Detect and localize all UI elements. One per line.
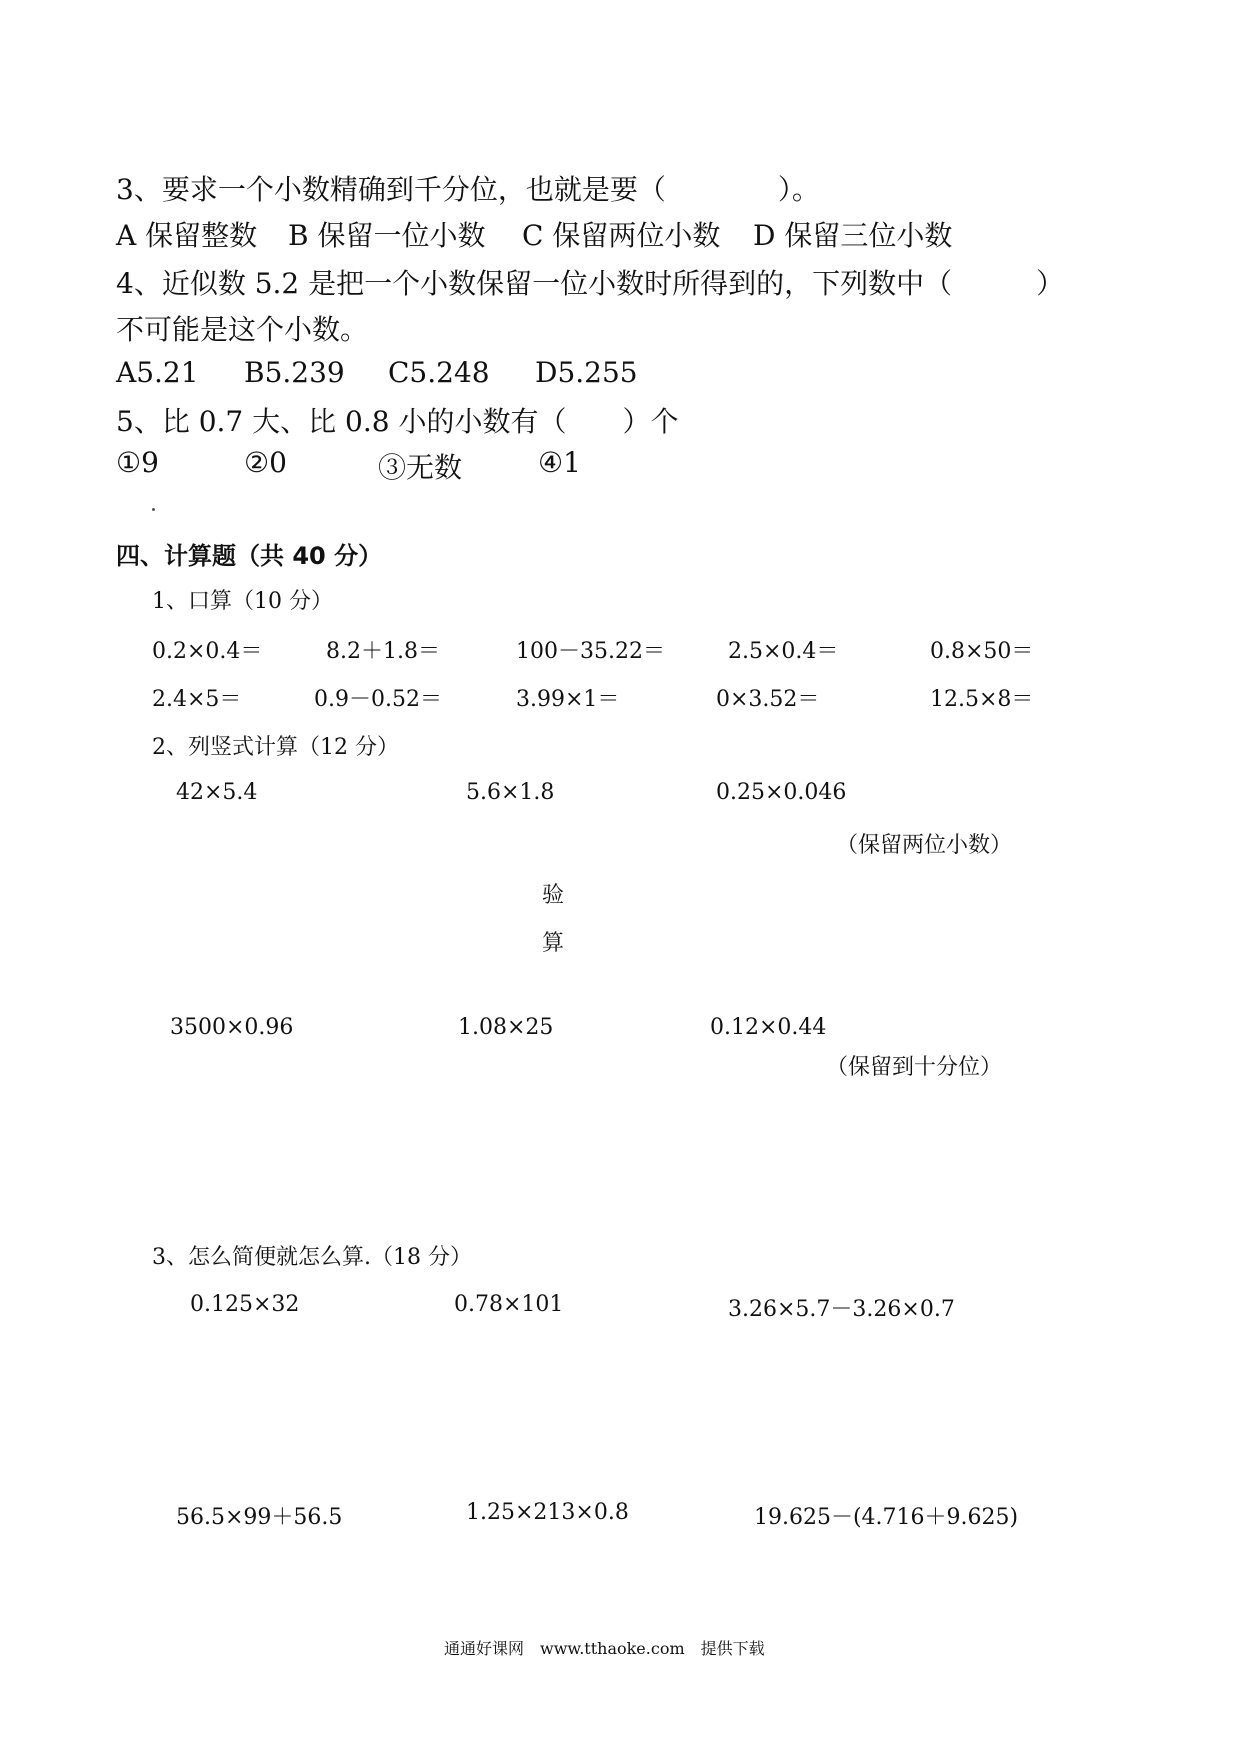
part-3-title: 3、怎么简便就怎么算.（18 分）: [152, 1245, 472, 1270]
question-5: 5、比 0.7 大、比 0.8 小的小数有（ ）个: [116, 405, 679, 438]
question-5-option-4: ④1: [538, 446, 581, 479]
question-3-option-d: D 保留三位小数: [753, 219, 953, 252]
simplify-calc-3: 3.26×5.7－3.26×0.7: [728, 1297, 955, 1322]
question-3-option-a: A 保留整数: [116, 219, 258, 252]
section-title: 四、计算题（共 40 分）: [116, 542, 383, 570]
question-3-option-c: C 保留两位小数: [522, 219, 721, 252]
vertical-calc-5: 1.08×25: [458, 1015, 554, 1040]
vertical-calc-1: 42×5.4: [176, 780, 258, 805]
question-5-option-3: ③无数: [378, 451, 463, 484]
check-label-top: 验: [542, 883, 565, 908]
oral-calc-1-4: 2.5×0.4＝: [728, 639, 839, 664]
oral-calc-2-5: 12.5×8＝: [930, 687, 1034, 712]
vertical-calc-3: 0.25×0.046: [716, 780, 847, 805]
oral-calc-2-3: 3.99×1＝: [516, 687, 620, 712]
rounding-note-1: （保留两位小数）: [836, 833, 1013, 858]
question-5-option-2: ②0: [244, 446, 287, 479]
check-label-bottom: 算: [542, 931, 565, 956]
oral-calc-1-1: 0.2×0.4＝: [152, 639, 263, 664]
simplify-calc-5: 1.25×213×0.8: [466, 1500, 629, 1525]
question-4-line-2: 不可能是这个小数。: [116, 313, 369, 346]
question-4-option-c: C5.248: [388, 356, 490, 389]
footer-watermark: 通通好课网 www.tthaoke.com 提供下载: [444, 1639, 765, 1658]
question-4-option-b: B5.239: [244, 356, 345, 389]
question-5-option-1: ①9: [116, 446, 159, 479]
simplify-calc-6: 19.625－(4.716＋9.625): [754, 1505, 1019, 1530]
oral-calc-2-4: 0×3.52＝: [716, 687, 820, 712]
question-3: 3、要求一个小数精确到千分位，也就是要（ ）。: [116, 173, 820, 206]
oral-calc-1-2: 8.2＋1.8＝: [326, 639, 440, 664]
question-3-option-b: B 保留一位小数: [288, 219, 486, 252]
oral-calc-1-5: 0.8×50＝: [930, 639, 1034, 664]
vertical-calc-6: 0.12×0.44: [710, 1015, 827, 1040]
oral-calc-2-2: 0.9－0.52＝: [314, 687, 442, 712]
part-2-title: 2、列竖式计算（12 分）: [152, 735, 399, 760]
question-4-line-1: 4、近似数 5.2 是把一个小数保留一位小数时所得到的，下列数中（ ）: [116, 267, 1065, 300]
rounding-note-2: （保留到十分位）: [826, 1055, 1003, 1080]
vertical-calc-4: 3500×0.96: [170, 1015, 294, 1040]
question-4-option-a: A5.21: [116, 356, 199, 389]
part-1-title: 1、口算（10 分）: [152, 589, 333, 614]
simplify-calc-1: 0.125×32: [190, 1292, 300, 1317]
oral-calc-1-3: 100－35.22＝: [516, 639, 665, 664]
simplify-calc-2: 0.78×101: [454, 1292, 564, 1317]
question-4-option-d: D5.255: [535, 356, 638, 389]
vertical-calc-2: 5.6×1.8: [466, 780, 555, 805]
simplify-calc-4: 56.5×99＋56.5: [176, 1505, 343, 1530]
scan-speck: [152, 508, 155, 511]
oral-calc-2-1: 2.4×5＝: [152, 687, 242, 712]
